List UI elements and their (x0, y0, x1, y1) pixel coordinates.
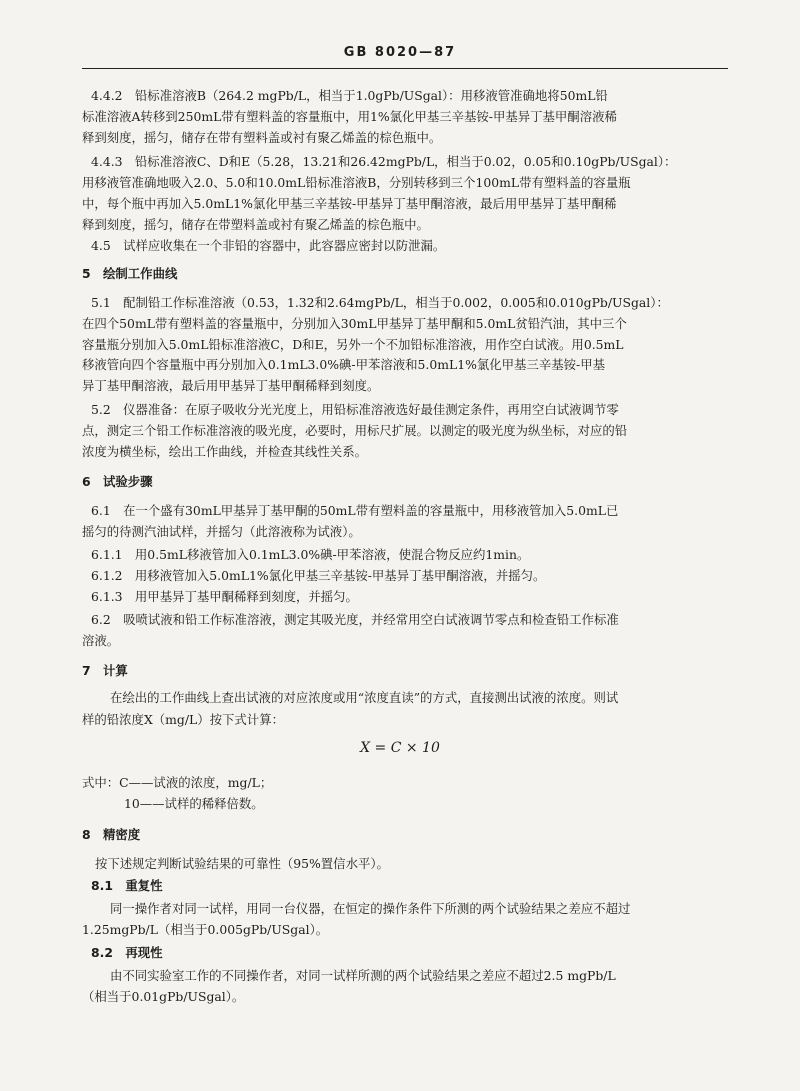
section-heading: 5 绘制工作曲线 (82, 266, 178, 281)
text-line: 同一操作者对同一试样，用同一台仪器，在恒定的操作条件下所测的两个试验结果之差应不超过 (110, 901, 631, 916)
text-line: 5.2 仪器准备：在原子吸收分光光度上，用铅标准溶液选好最佳测定条件，再用空白试液调节零 (91, 402, 619, 417)
text-line: 在绘出的工作曲线上查出试液的对应浓度或用“浓度直读”的方式，直接测出试液的浓度。则试 (110, 690, 619, 705)
subsection-heading: 8.2 再现性 (91, 945, 163, 960)
header-rule (82, 68, 728, 69)
text-line: 10——试样的稀释倍数。 (124, 796, 264, 811)
text-line: 样的铅浓度X（mg/L）按下式计算： (82, 712, 284, 727)
subsection-heading: 8.1 重复性 (91, 878, 163, 893)
text-line: 移液管向四个容量瓶中再分别加入0.1mL3.0%碘-甲苯溶液和5.0mL1%氯化甲基三辛基铵-甲基 (82, 357, 605, 372)
section-heading: 8 精密度 (82, 827, 141, 842)
text-line: 6.1.1 用0.5mL移液管加入0.1mL3.0%碘-甲苯溶液，使混合物反应约1min。 (91, 547, 530, 562)
text-line: 在四个50mL带有塑料盖的容量瓶中，分别加入30mL甲基异丁基甲酮和5.0mL贫铅汽油，其中三个 (82, 316, 627, 331)
text-line: 6.1.2 用移液管加入5.0mL1%氯化甲基三辛基铵-甲基异丁基甲酮溶液，并摇匀。 (91, 568, 546, 583)
text-line: 摇匀的待测汽油试样，并摇匀（此溶液称为试液）。 (82, 524, 361, 539)
text-line: 4.4.3 铅标准溶液C、D和E（5.28，13.21和26.42mgPb/L，相当于0.02，0.05和0.10gPb/USgal）： (91, 154, 677, 169)
text-line: 式中：C——试液的浓度，mg/L； (82, 775, 273, 790)
text-line: 4.5 试样应收集在一个非铅的容器中，此容器应密封以防泄漏。 (91, 238, 446, 253)
text-line: 用移液管准确地吸入2.0、5.0和10.0mL铅标准溶液B，分别转移到三个100mL带有塑料盖的容量瓶 (82, 175, 631, 190)
text-line: 标准溶液A转移到250mL带有塑料盖的容量瓶中，用1%氯化甲基三辛基铵-甲基异丁基甲酮溶液稀 (82, 109, 617, 124)
text-line: 异丁基甲酮溶液，最后用甲基异丁基甲酮稀释到刻度。 (82, 378, 380, 393)
text-line: 6.1.3 用甲基异丁基甲酮稀释到刻度，并摇匀。 (91, 589, 358, 604)
text-line: 5.1 配制铅工作标准溶液（0.53，1.32和2.64mgPb/L，相当于0.002，0.005和0.010gPb/USgal）： (91, 295, 669, 310)
text-line: 由不同实验室工作的不同操作者，对同一试样所测的两个试验结果之差应不超过2.5 mgPb/L (110, 968, 616, 983)
text-line: 6.1 在一个盛有30mL甲基异丁基甲酮的50mL带有塑料盖的容量瓶中，用移液管加入5.0mL已 (91, 503, 619, 518)
text-line: 6.2 吸喷试液和铅工作标准溶液，测定其吸光度，并经常用空白试液调节零点和检查铅工作标准 (91, 612, 619, 627)
formula: X = C × 10 (360, 740, 440, 756)
text-line: 中，每个瓶中再加入5.0mL1%氯化甲基三辛基铵-甲基异丁基甲酮溶液，最后用甲基异丁基甲酮稀 (82, 196, 617, 211)
text-line: 释到刻度，摇匀，储存在带有塑料盖或衬有聚乙烯盖的棕色瓶中。 (82, 130, 442, 145)
text-line: 容量瓶分别加入5.0mL铅标准溶液C，D和E，另外一个不加铅标准溶液，用作空白试液。用0.5mL (82, 337, 624, 352)
text-line: 溶液。 (82, 633, 120, 648)
text-line: （相当于0.01gPb/USgal）。 (82, 989, 245, 1004)
page-header: GB 8020—87 (343, 45, 457, 60)
text-line: 4.4.2 铅标准溶液B（264.2 mgPb/L，相当于1.0gPb/USgal）：用移液管准确地将50mL铅 (91, 88, 608, 103)
text-line: 点，测定三个铅工作标准溶液的吸光度，必要时，用标尺扩展。以测定的吸光度为纵坐标，对应的铅 (82, 423, 628, 438)
text-line: 浓度为横坐标，绘出工作曲线，并检查其线性关系。 (82, 444, 367, 459)
section-heading: 6 试验步骤 (82, 474, 153, 489)
text-line: 1.25mgPb/L（相当于0.005gPb/USgal）。 (82, 922, 329, 937)
text-line: 按下述规定判断试验结果的可靠性（95%置信水平）。 (95, 856, 389, 871)
text-line: 释到刻度，摇匀，储存在带塑料盖或衬有聚乙烯盖的棕色瓶中。 (82, 217, 429, 232)
section-heading: 7 计算 (82, 663, 128, 678)
